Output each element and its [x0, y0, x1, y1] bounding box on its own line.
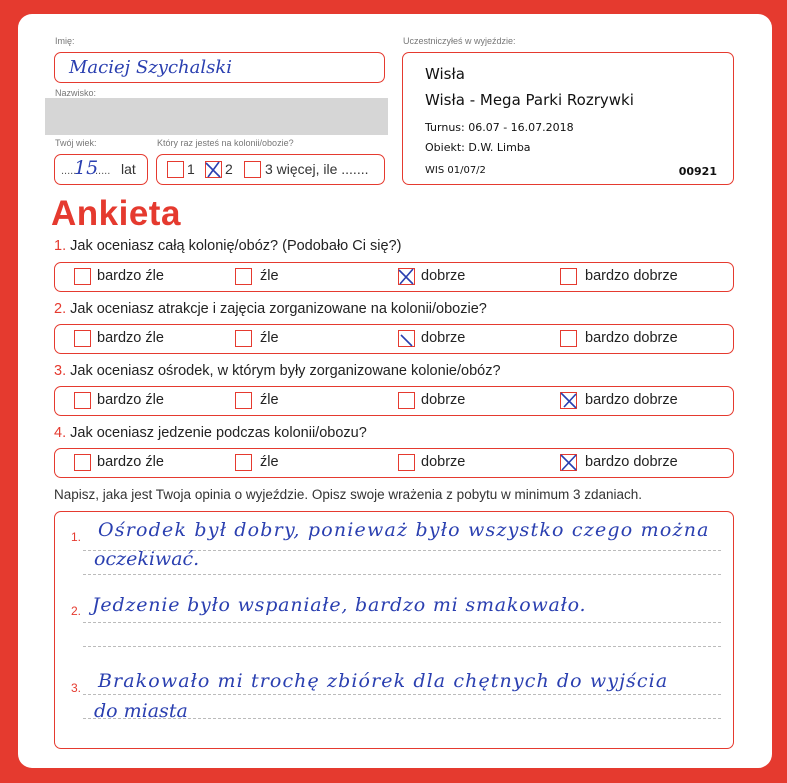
q3-bardzo-dobrze-label: bardzo dobrze [585, 392, 678, 408]
trip-title: Wisła [425, 65, 465, 83]
question-2: 2. Jak oceniasz atrakcje i zajęcia zorganizowane na kolonii/obozie? [54, 301, 487, 317]
q4-zle-label: źle [260, 454, 279, 470]
q3-zle-checkbox[interactable] [235, 392, 252, 409]
q3-bardzo-zle-label: bardzo źle [97, 392, 164, 408]
q3-dobrze-label: dobrze [421, 392, 466, 408]
wiek-suffix: lat [121, 161, 136, 177]
q1-dobrze-checkbox[interactable] [398, 268, 415, 285]
q1-zle-checkbox[interactable] [235, 268, 252, 285]
question-2-options [54, 324, 734, 354]
answer-3-line-1: Brakowało mi trochę zbiórek dla chętnych do wyjścia [98, 670, 669, 692]
trip-subtitle: Wisła - Mega Parki Rozrywki [425, 91, 634, 109]
q1-dobrze-label: dobrze [421, 268, 466, 284]
question-3-options [54, 386, 734, 416]
question-3: 3. Jak oceniasz ośrodek, w którym były zorganizowane kolonie/obóz? [54, 363, 501, 379]
q1-bardzo-dobrze-label: bardzo dobrze [585, 268, 678, 284]
q2-bardzo-zle-checkbox[interactable] [74, 330, 91, 347]
opinion-prompt: Napisz, jaka jest Twoja opinia o wyjeździe. Opisz swoje wrażenia z pobytu w minimum 3 zdaniach. [54, 487, 643, 502]
q1-bardzo-zle-label: bardzo źle [97, 268, 164, 284]
imie-label: Imię: [55, 36, 75, 46]
q2-dobrze-label: dobrze [421, 330, 466, 346]
q1-bardzo-zle-checkbox[interactable] [74, 268, 91, 285]
question-1-options [54, 262, 734, 292]
ktory-raz-3-checkbox[interactable] [244, 161, 261, 178]
q4-dobrze-label: dobrze [421, 454, 466, 470]
q1-zle-label: źle [260, 268, 279, 284]
q2-dobrze-checkbox[interactable] [398, 330, 415, 347]
ktory-raz-2-label: 2 [225, 161, 233, 177]
trip-obiekt: Obiekt: D.W. Limba [425, 141, 531, 154]
survey-sheet [18, 14, 772, 768]
q4-zle-checkbox[interactable] [235, 454, 252, 471]
answer-2-line-1: Jedzenie było wspaniałe, bardzo mi smakowało. [92, 594, 587, 616]
q3-bardzo-zle-checkbox[interactable] [74, 392, 91, 409]
q3-bardzo-dobrze-checkbox[interactable] [560, 392, 577, 409]
q1-bardzo-dobrze-checkbox[interactable] [560, 268, 577, 285]
ktory-raz-label: Który raz jesteś na kolonii/obozie? [157, 138, 294, 148]
q3-dobrze-checkbox[interactable] [398, 392, 415, 409]
imie-field[interactable] [54, 52, 385, 83]
nazwisko-redaction [45, 98, 388, 135]
answer-3-line-2: do miasta [94, 700, 188, 722]
trip-number: 00921 [678, 165, 717, 178]
q2-bardzo-dobrze-label: bardzo dobrze [585, 330, 678, 346]
ktory-raz-field [156, 154, 385, 185]
ktory-raz-1-label: 1 [187, 161, 195, 177]
q4-bardzo-dobrze-label: bardzo dobrze [585, 454, 678, 470]
q4-dobrze-checkbox[interactable] [398, 454, 415, 471]
question-1: 1. Jak oceniasz całą kolonię/obóz? (Podobało Ci się?) [54, 238, 402, 254]
ktory-raz-3-label: 3 więcej, ile ....... [265, 161, 369, 177]
wiek-value: 15 [74, 157, 99, 179]
question-4: 4. Jak oceniasz jedzenie podczas kolonii/obozu? [54, 425, 367, 441]
wiek-label: Twój wiek: [55, 138, 97, 148]
q2-zle-checkbox[interactable] [235, 330, 252, 347]
nazwisko-label: Nazwisko: [55, 88, 97, 98]
ktory-raz-2-checkbox[interactable] [205, 161, 222, 178]
uczestniczyles-label: Uczestniczyłeś w wyjeździe: [403, 36, 516, 46]
answer-3-number: 3. [71, 681, 82, 695]
answer-1-line-1: Ośrodek był dobry, ponieważ było wszystko czego można [98, 519, 710, 541]
q3-zle-label: źle [260, 392, 279, 408]
q4-bardzo-zle-label: bardzo źle [97, 454, 164, 470]
q4-bardzo-dobrze-checkbox[interactable] [560, 454, 577, 471]
imie-value: Maciej Szychalski [69, 57, 233, 78]
form-title: Ankieta [51, 194, 181, 233]
answer-2-number: 2. [71, 604, 82, 618]
wiek-field[interactable]: ...... 15 ..... lat [54, 154, 148, 185]
q2-bardzo-zle-label: bardzo źle [97, 330, 164, 346]
answer-1-number: 1. [71, 530, 82, 544]
q2-zle-label: źle [260, 330, 279, 346]
q2-bardzo-dobrze-checkbox[interactable] [560, 330, 577, 347]
question-4-options [54, 448, 734, 478]
trip-code: WIS 01/07/2 [425, 165, 486, 176]
q4-bardzo-zle-checkbox[interactable] [74, 454, 91, 471]
trip-turnus: Turnus: 06.07 - 16.07.2018 [425, 121, 574, 134]
answer-1-line-2: oczekiwać. [94, 548, 200, 570]
trip-info-box [402, 52, 734, 185]
ktory-raz-1-checkbox[interactable] [167, 161, 184, 178]
